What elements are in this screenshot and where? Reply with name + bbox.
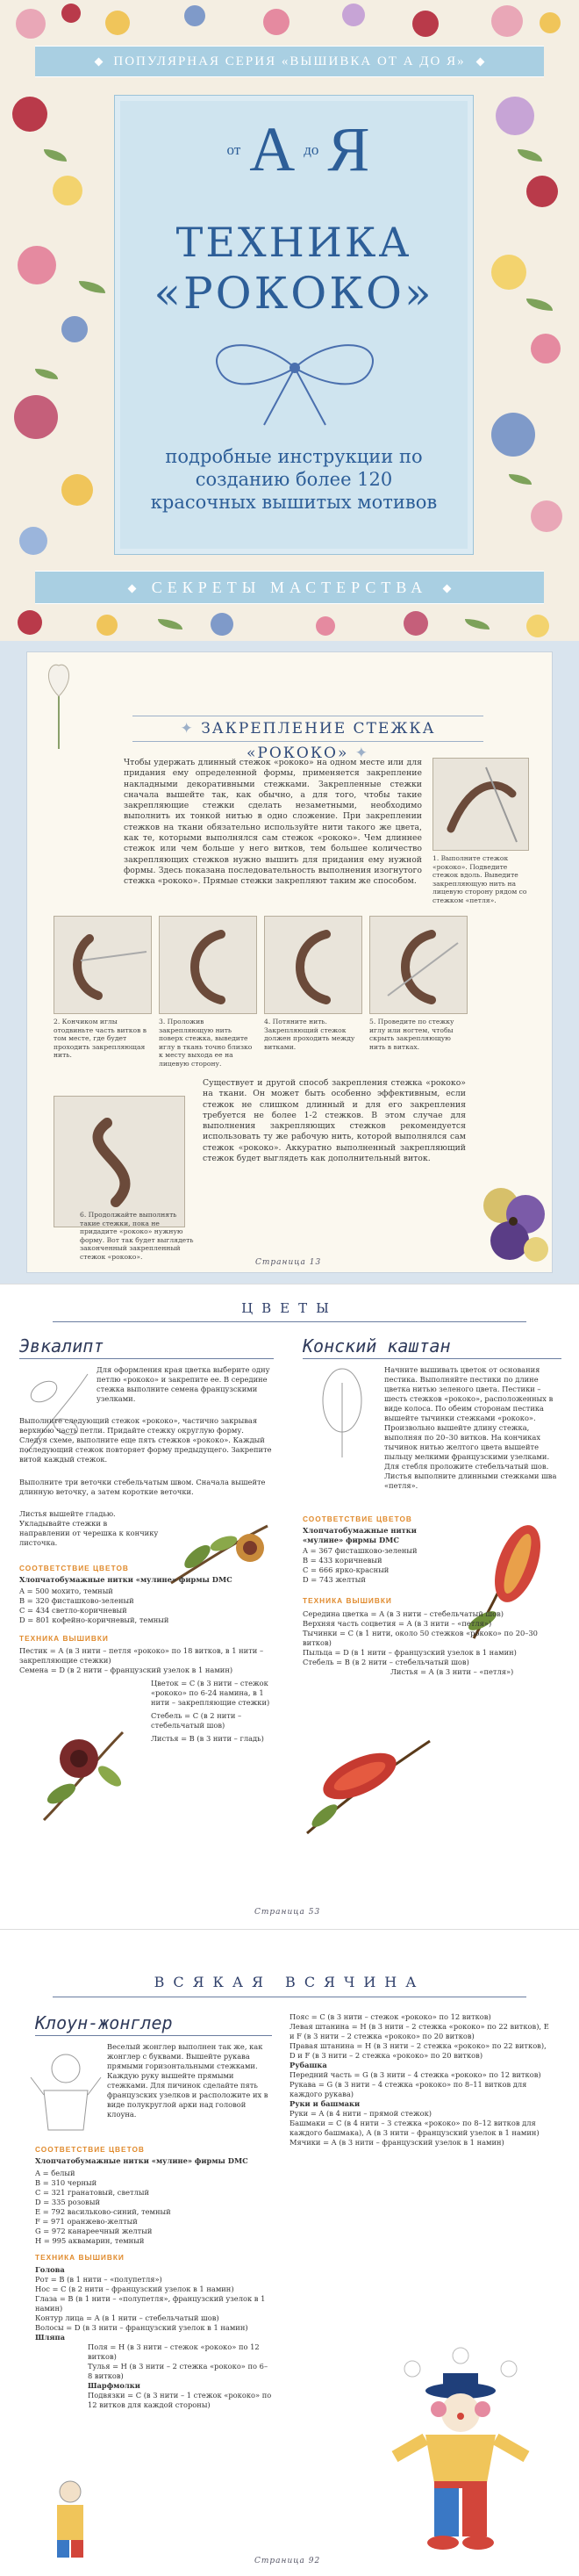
color-item: G = 972 канареечный желтый [35,2227,153,2235]
step4-caption: 4. Потяните нить. Закрепляющий стежок должен проходить между витками. [264,1018,355,1051]
color-item: E = 792 васильково-синий, темный [35,2207,171,2216]
series-banner [35,46,544,77]
tech-item: Левая штанина = H (в 3 нити – 2 стежка «рококо» по 22 витков), E и F (в 3 нити – 2 стежка «рококо» по 20 витков) [290,2022,549,2040]
clown-tech-list-right [290,2012,553,2148]
tech-item: Башмаки = C (в 4 нити – 3 стежка «рококо» по 8–12 витков для каждого башмака), A (в 3 нити – французский узелок в 1 намин) [290,2119,540,2137]
title-a-to-ya [115,113,473,186]
eucalyptus-tech-heading: ТЕХНИКА ВЫШИВКИ [19,1634,109,1643]
color-item: C = 666 ярко-красный [303,1565,390,1574]
tech-item: Листья = B (в 3 нити – гладь) [151,1734,264,1743]
step2-photo [54,916,152,1014]
eucalyptus-embroidery-image-2 [26,1723,140,1829]
step3-photo [159,916,257,1014]
step5-photo [369,916,468,1014]
tech-item: Нос = C (в 2 нити – французский узелок в 1 намин) [35,2285,234,2293]
tech-item: Тулья = H (в 3 нити – 2 стежка «рококо» по 6–8 витков) [88,2362,268,2380]
tech-group: Руки и башмаки [290,2099,361,2108]
page2-heading: ✦ ЗАКРЕПЛЕНИЕ СТЕЖКА «РОКОКО» ✦ [132,716,483,742]
clown-title: Клоун-жонглер [35,2012,173,2033]
color-item: C = 321 гранатовый, светлый [35,2188,150,2197]
clown-threads: Хлопчатобумажные нитки «мулине» фирмы DMC [35,2156,248,2165]
clown-figure-small-icon [35,2474,105,2562]
color-item: F = 971 оранжево-желтый [35,2217,138,2226]
chestnut-p1: Начните вышивать цветок от основания пестика. Выполняйте пестики по длине цветка нитью зеленого цвета. Пестики – шесть стежков «рококо», расположенных в виде колоса. По обеим сторонам пестика вышейте тычинки стежками «рококо». Произвольно вышейте длину стежка, выполняя по 20–30 витков. На кончиках тычинок нитью желтого цвета вышейте пыльцу мелкими французскими узелками. Для стебля проложите стебельчатый шов. Листья выполните длинными стежками шва «петля». [384,1365,557,1490]
tech-group: Рубашка [290,2061,327,2069]
clown-tech-heading: ТЕХНИКА ВЫШИВКИ [35,2253,125,2262]
diamond-icon [94,58,103,67]
tech-item: Правая штанина = H (в 3 нити – 2 стежка «рококо» по 22 витков), D и F (в 3 нити – 2 стежка «рококо» по 20 витков) [290,2041,547,2060]
eucalyptus-threads: Хлопчатобумажные нитки «мулине» фирмы DMC [19,1575,232,1584]
color-item: D = 801 кофейно-коричневый, темный [19,1615,169,1624]
tech-item: Передний часть = G (в 3 нити – 4 стежка «рококо» по 12 витков) [290,2070,541,2079]
title-line1: ТЕХНИКА [175,219,412,266]
clown-sketch-icon [26,2042,105,2139]
page4-number: Страница 92 [254,2557,321,2565]
step6-caption: 6. Продолжайте выполнять такие стежки, пока не придадите «рококо» нужную форму. Вот так будет выглядеть законченный закрепленный стежок «рококо». [80,1211,194,1261]
page3-heading: ЦВЕТЫ [241,1300,338,1316]
page2-number: Страница 13 [255,1258,322,1267]
chestnut-tech-heading: ТЕХНИКА ВЫШИВКИ [303,1596,392,1605]
diamond-icon [476,58,485,67]
secrets-banner [35,571,544,604]
clown-colors-heading: СООТВЕТСТВИЕ ЦВЕТОВ [35,2145,145,2154]
tech-group: Шляпа [35,2333,65,2342]
series-label: ПОПУЛЯРНАЯ СЕРИЯ «ВЫШИВКА ОТ А ДО Я» [113,54,466,68]
page2-intro: Чтобы удержать длинный стежок «рококо» на одном месте или для придания ему определенной формы, применяется закрепление накладными декоративными стежками. Закрепленные стежки сначала вышейте так, как обычно, а для того, чтобы такие закрепляющие стежки сделать незаметными, необходимо выполнить их тонкой нитью в одно сложение. При закреплении стежков на ткани обязательно используйте нити такого же цвета, как те, которыми выполнялся сам стежок «рококо». Чем длиннее стежок или чем больше у него витков, тем большее количество закрепляющих стежков нужно вышить для придания ему нужной формы. Здесь показана последовательность выполнения изогнутого стежка «рококо». Прямые стежки закрепляют таким же способом. [124,758,422,887]
cover-subtitle: подробные инструкции по созданию более 120 красочных вышитых мотивов [150,446,438,513]
page2-text2: Существует и другой способ закрепления стежка «рококо» на ткани. Он может быть особенно эффективным, если стежок не слишком длинный и для его закрепления требуется не более 1-2 стежков. В этом случае для выполнения закрепляющих стежков рекомендуется использовать ту же рабочую нить, которой выполнялся сам стежок «рококо». Аккуратно выполненный закрепляющий стежок будет выглядеть как дополнительный виток. [203,1078,466,1164]
color-item: B = 320 фисташково-зеленый [19,1596,134,1605]
color-item: H = 995 аквамарин, темный [35,2236,145,2245]
diamond-icon [128,585,137,594]
diamond-icon [442,585,451,594]
eucalyptus-p3: Выполните три веточки стебельчатым швом. Сначала вышейте длинную веточку, а затем короткие веточки. [19,1478,266,1496]
tech-item: Тычинки = C (в 1 нити, около 50 стежков «рококо» по 20–30 витков) [303,1629,538,1647]
tech-item: Глаза = B (в 1 нити – «полупетля», французский узелок в 1 намин) [35,2294,266,2313]
tech-group: Голова [35,2265,65,2274]
tech-item: Пестик = A (в 3 нити – петля «рококо» по 18 витков, в 1 нити – закрепляющие стежки) [19,1646,264,1665]
color-item: B = 310 черный [35,2178,97,2187]
tech-item: Мячики = A (в 3 нити – французский узелок в 1 намин) [290,2138,504,2147]
chestnut-sketch-icon [303,1365,382,1462]
bow-ribbon-icon [168,333,422,429]
eucalyptus-p2: Выполните следующий стежок «рококо», частично закрывая верхнюю часть петли. Придайте стежку округлую форму. Следуя схеме, выполните еще пять стежков «рококо». Каждый последующий стежок повторяет форму предыдущего. Закрепите витой каждый стежок. [19,1416,272,1464]
clown-color-list [35,2169,272,2246]
cover-page [0,0,579,641]
tech-item: Поля = H (в 3 нити – стежок «рококо» по 12 витков) [88,2342,260,2361]
step4-photo [264,916,362,1014]
step2-caption: 2. Кончиком иглы отодвиньте часть витков в том месте, где будет проходить закрепляющая нить. [54,1018,147,1059]
tech-item: Волосы = D (в 3 нити – французский узелок в 1 намин) [35,2323,248,2332]
color-item: A = белый [35,2169,75,2177]
eucalyptus-p1: Для оформления края цветка выберите одну петлю «рококо» и закрепите ее. В середине стежка выполните семена французскими узелками. [96,1365,270,1403]
step6-photo [54,1096,185,1227]
chestnut-flower-image-2 [298,1723,439,1838]
title-letter-ya: Я [327,114,370,184]
cover-title-box [114,95,474,555]
tech-item: Листья = A (в 3 нити – «петля») [390,1667,514,1676]
tech-item: Семена = D (в 2 нити – французский узелок в 1 намин) [19,1666,233,1674]
color-item: C = 434 светло-коричневый [19,1606,127,1615]
clown-p1: Веселый жонглер выполнен так же, как жонглер с буквами. Вышейте рукава прямыми горизонтальными стежками. Каждую руку вышейте прямыми стежками. Для пичинок сделайте пять французских узелков и расположите их в виде полукруглой арки над головой клоуна. [107,2042,268,2119]
step3-caption: 3. Проложив закрепляющую нить поверх стежка, выведите иглу в ткань точно близко к месту выхода ее на лицевую сторону. [159,1018,253,1068]
lily-flower-icon [32,661,85,758]
title-letter-a: А [249,114,296,184]
tech-item: Пояс = C (в 3 нити – стежок «рококо» по 12 витков) [290,2012,491,2021]
tech-item: Стебель = B (в 2 нити – стебельчатый шов) [303,1658,469,1666]
tech-item: Стебель = C (в 2 нити – стебельчатый шов) [151,1711,242,1730]
step1-photo [432,758,529,851]
eucalyptus-color-list [19,1587,274,1625]
chestnut-colors-heading: СООТВЕТСТВИЕ ЦВЕТОВ [303,1515,412,1523]
page3-number: Страница 53 [254,1908,321,1917]
title-from: от [226,140,241,158]
secrets-label: СЕКРЕТЫ МАСТЕРСТВА [151,579,428,596]
chestnut-title: Конский каштан [303,1335,451,1356]
page-flowers [0,1284,579,1929]
eucalyptus-colors-heading: СООТВЕТСТВИЕ ЦВЕТОВ [19,1564,129,1572]
page-rococo-fixing [0,641,579,1284]
chestnut-tech-list [303,1609,540,1677]
chestnut-color-list [303,1546,434,1585]
tech-item: Верхняя часть соцветия = A (в 3 нити – «петля») [303,1619,492,1628]
clown-embroidery-image [377,2342,544,2562]
title-line2: «РОКОКО» [154,268,434,319]
step1-caption: 1. Выполните стежок «рококо». Подведите стежок вдоль. Выведите закрепляющую нить на лицевую сторону рядом со стежком «петля». [432,854,527,904]
color-item: D = 743 желтый [303,1575,366,1584]
tech-item: Рукава = G (в 3 нити – 4 стежка «рококо» по 8–11 витков для каждого рукава) [290,2080,527,2098]
page4-heading: ВСЯКАЯ ВСЯЧИНА [154,1974,425,1990]
tech-item: Цветок = C (в 3 нити – стежок «рококо» по 6-24 намина, в 1 нити – закрепляющие стежки) [151,1679,270,1707]
color-item: D = 335 розовый [35,2198,100,2206]
tech-item: Подвязки = C (в 3 нити – 1 стежок «рококо» по 12 витков для каждой стороны) [88,2391,272,2409]
page-misc [0,1929,579,2576]
tech-item: Контур лица = A (в 1 нити – стебельчатый шов) [35,2313,219,2322]
tech-item: Середина цветка = A (в 3 нити – стебельчатый шов) [303,1609,504,1618]
page2-heading-text: ЗАКРЕПЛЕНИЕ СТЕЖКА «РОКОКО» [201,720,436,762]
color-item: B = 433 коричневый [303,1556,382,1565]
eucalyptus-p4: Листья вышейте гладью. Укладывайте стежки в направлении от черешка к кончику листочка. [19,1509,159,1547]
tech-item: Руки = A (в 4 нити – прямой стежок) [290,2109,432,2118]
color-item: A = 500 мохито, темный [19,1587,113,1595]
chestnut-threads: Хлопчатобумажные нитки «мулине» фирмы DMC [303,1526,417,1544]
title-to: до [304,140,319,158]
page-sheet [26,651,553,1273]
color-item: A = 367 фисташково-зеленый [303,1546,418,1555]
step5-caption: 5. Проведите по стежку иглу или ногтем, чтобы скрыть закрепляющую нить в витках. [369,1018,454,1051]
pansy-flower-icon [475,1179,554,1271]
clown-tech-list-left [35,2265,272,2410]
tech-item: Пыльца = D (в 1 нити – французский узелок в 1 намин) [303,1648,517,1657]
eucalyptus-title: Эвкалипт [19,1335,104,1356]
tech-group: Шарфмолки [88,2381,140,2390]
tech-item: Рот = B (в 1 нити – «полупетля») [35,2275,162,2284]
